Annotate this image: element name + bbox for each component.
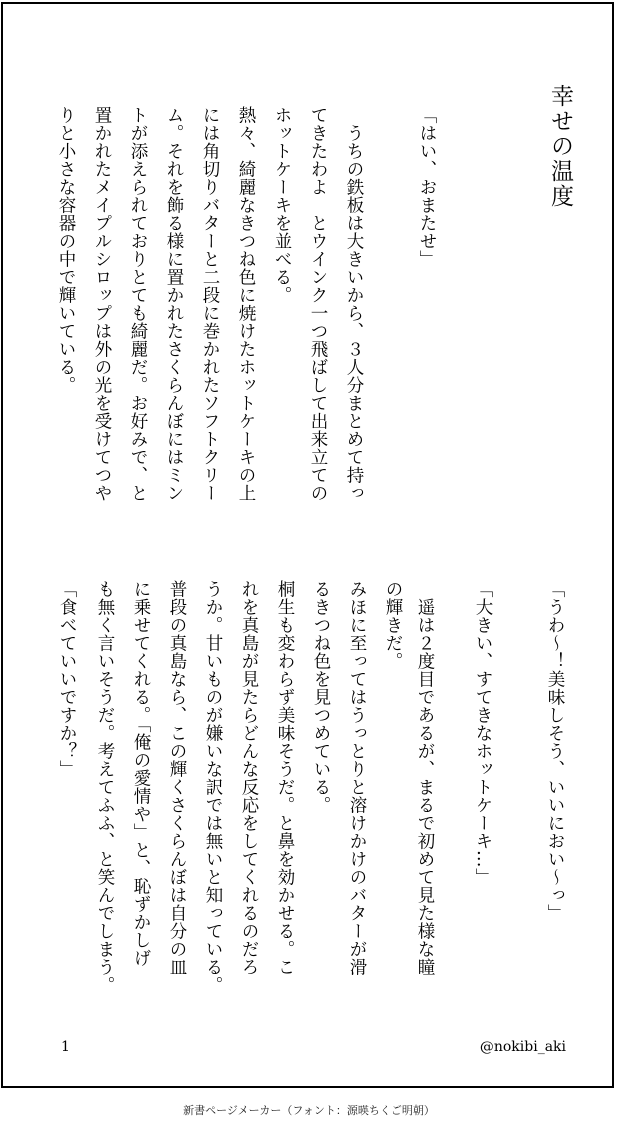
lower-line-7: 桐生も変わらず美味そうだ。と鼻を効かせる。こ	[275, 580, 295, 976]
lower-line-13: 「食べていいですか？」	[57, 580, 77, 778]
author-handle: @nokibi_aki	[479, 1039, 566, 1055]
lower-line-8: れを真島が見たらどんな反応をしてくれるのだろ	[239, 580, 259, 976]
story-title: 幸せの温度	[547, 84, 573, 209]
lower-line-5: みほに至ってはうっとりと溶けかけのバターが滑	[347, 580, 367, 976]
lower-line-2: 「大きい、すてきなホットケーキ…」	[473, 580, 493, 886]
lower-line-3: 遥は２度目であるが、まるで初めて見た様な瞳	[415, 580, 435, 976]
upper-line-6: には角切りバターと二段に巻かれたソフトクリー	[200, 106, 220, 502]
upper-line-10: りと小さな容器の中で輝いている。	[56, 106, 76, 394]
upper-line-3: てきたわよ とウインク一つ飛ばして出来立ての	[308, 106, 328, 502]
lower-line-11: に乗せてくれる。「俺の愛情や」と、恥ずかしげ	[131, 580, 151, 968]
lower-line-12: も無く言いそうだ。考えてふふ、と笑んでしまう。	[95, 580, 115, 994]
page-number: 1	[61, 1039, 70, 1055]
lower-line-9: うか。甘いものが嫌いな訳では無いと知っている。	[203, 580, 223, 994]
upper-line-7: ム。それを飾る様に置かれたさくらんぼにはミン	[164, 106, 184, 502]
upper-line-8: トが添えられておりとても綺麗だ。お好みで、と	[128, 106, 148, 502]
generator-caption: 新書ページメーカー（フォント：源暎ちくご明朝）	[183, 1104, 435, 1117]
upper-line-4: ホットケーキを並べる。	[272, 106, 292, 304]
upper-line-2: うちの鉄板は大きいから、３人分まとめて持っ	[344, 106, 364, 502]
upper-line-9: 置かれたメイプルシロップは外の光を受けてつや	[92, 106, 112, 502]
lower-line-10: 普段の真島なら、この輝くさくらんぼは自分の皿	[167, 580, 187, 976]
book-page	[1, 2, 614, 1088]
lower-line-4: の輝きだ。	[383, 580, 403, 670]
lower-line-6: るきつね色を見つめている。	[311, 580, 331, 814]
upper-line-5: 熱々、綺麗なきつね色に焼けたホットケーキの上	[236, 106, 256, 502]
upper-line-1: 「はい、おまたせ」	[417, 106, 437, 268]
lower-line-1: 「うわ〜！美味しそう、いいにおい〜っ」	[545, 580, 565, 922]
